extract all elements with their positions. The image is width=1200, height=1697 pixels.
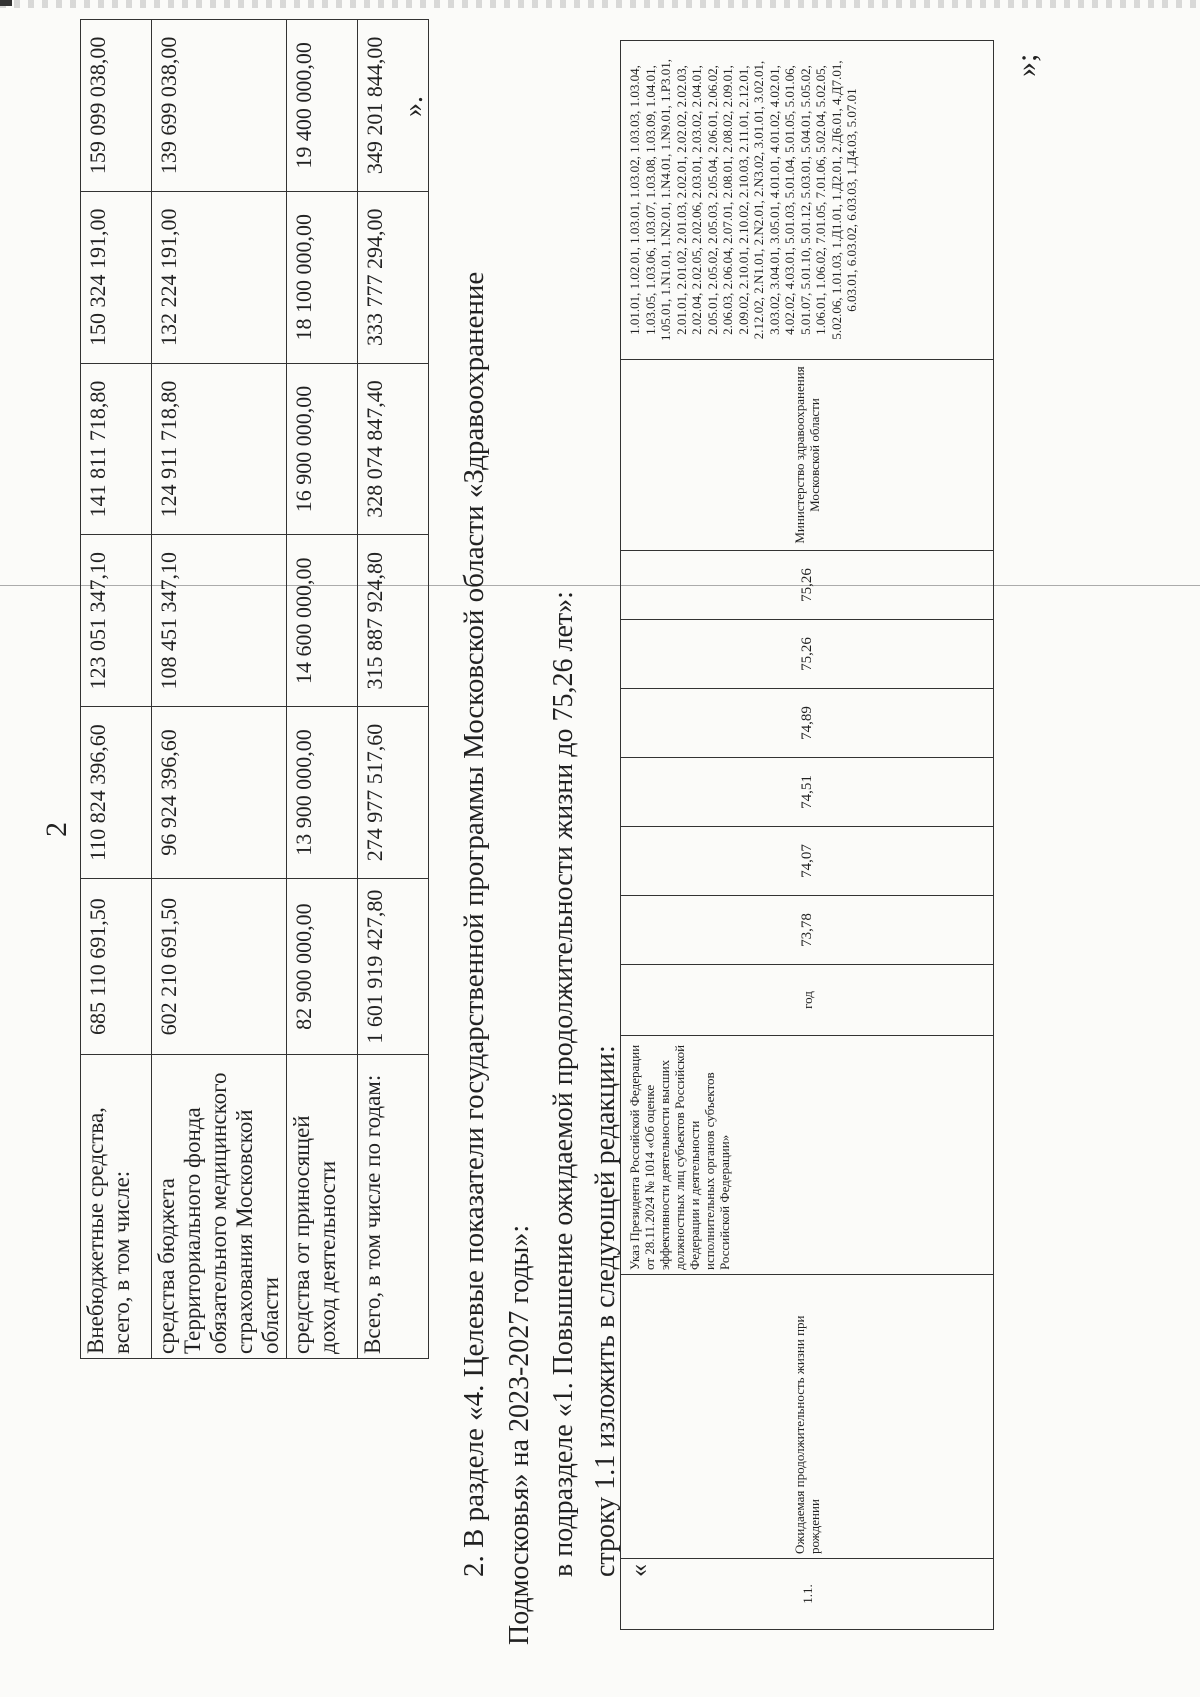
cell-value: 123 051 347,10: [81, 535, 152, 707]
indicator-value: 75,26: [621, 620, 994, 689]
open-quote: «: [624, 1564, 653, 1577]
table-row: [621, 41, 994, 1630]
finance-table: [80, 19, 429, 1359]
page-number: 2: [40, 822, 73, 837]
indicator-value: 74,07: [621, 827, 994, 896]
indicator-codes: 1.01.01, 1.02.01, 1.03.01, 1.03.02, 1.03.03, 1.03.04, 1.03.05, 1.03.06, 1.03.07, 1.03.08, 1.03.09, 1.04.01, 1.05.01, 1.N1.01, 1.N2.01, 1.N4.01, 1.N9.01, 1.P3.01, 2.01.01, 2.01.02, 2.01.03, 2.02.01, 2.02.02, 2.02.03, 2.02.04, 2.02.05, 2.02.06, 2.03.01, 2.03.02, 2.04.01, 2.05.01, 2.05.02, 2.05.03, 2.05.04, 2.06.01, 2.06.02, 2.06.03, 2.06.04, 2.07.01, 2.08.01, 2.08.02, 2.09.01, 2.09.02, 2.10.01, 2.10.02, 2.10.03, 2.11.01, 2.12.01, 2.12.02, 2.N1.01, 2.N2.01, 2.N3.02, 3.01.01, 3.02.01, 3.03.02, 3.04.01, 3.05.01, 4.01.01, 4.01.02, 4.02.01, 4.02.02, 4.03.01, 5.01.03, 5.01.04, 5.01.05, 5.01.06, 5.01.07, 5.01.10, 5.01.12, 5.03.01, 5.04.01, 5.05.02, 1.06.01, 1.06.02, 7.01.05, 7.01.06, 5.02.04, 5.02.05, 5.02.06, 1.01.03, 1.Д1.01, 1.Д2.01, 2.Д6.01, 4.Д7.01, 6.03.01, 6.03.02, 6.03.03, 1.Д4.03, 5.07.01: [621, 41, 994, 360]
cell-value: 349 201 844,00: [358, 20, 429, 192]
table-row: [358, 20, 429, 1359]
cell-value: 1 601 919 427,80: [358, 878, 429, 1054]
cell-value: 96 924 396,60: [152, 707, 287, 879]
indicator-value: 74,89: [621, 689, 994, 758]
indicator-source: Указ Президента Российской Федерации от 28.11.2024 № 1014 «Об оценке эффективности деятельности высших должностных лиц субъектов Российской Федерации и деятельности исполнительных органов субъектов Российской Федерации»: [621, 1036, 994, 1275]
cell-value: 685 110 691,50: [81, 878, 152, 1054]
paragraph-line-4: строку 1.1 изложить в следующей редакции:: [590, 1045, 621, 1577]
paragraph-line-3: в подразделе «1. Повышение ожидаемой продолжительности жизни до 75,26 лет»:: [548, 591, 579, 1577]
cell-value: 13 900 000,00: [287, 707, 358, 879]
cell-value: 159 099 038,00: [81, 20, 152, 192]
indicator-name: Ожидаемая продолжительность жизни при рождении: [621, 1275, 994, 1559]
paragraph-line-2: Подмосковья» на 2023-2027 годы»:: [504, 1224, 535, 1645]
table-row: [287, 20, 358, 1359]
cell-value: 150 324 191,00: [81, 191, 152, 363]
cell-value: 110 824 396,60: [81, 707, 152, 879]
cell-value: 315 887 924,80: [358, 535, 429, 707]
row-label: средства бюджета Территориального фонда обязательного медицинского страхования Московской области: [152, 1055, 287, 1359]
cell-value: 18 100 000,00: [287, 191, 358, 363]
row-label: Внебюджетные средства, всего, в том числе:: [81, 1055, 152, 1359]
indicator-number: 1.1.: [621, 1559, 994, 1630]
cell-value: 124 911 718,80: [152, 363, 287, 535]
table-row: [81, 20, 152, 1359]
indicator-value: 73,78: [621, 896, 994, 965]
indicator-responsible: Министерство здравоохранения Московской области: [621, 360, 994, 551]
indicator-table: [620, 40, 994, 1630]
cell-value: 141 811 718,80: [81, 363, 152, 535]
cell-value: 132 224 191,00: [152, 191, 287, 363]
row-label: средства от приносящей доход деятельности: [287, 1055, 358, 1359]
cell-value: 274 977 517,60: [358, 707, 429, 879]
cell-value: 602 210 691,50: [152, 878, 287, 1054]
cell-value: 19 400 000,00: [287, 20, 358, 192]
cell-value: 108 451 347,10: [152, 535, 287, 707]
indicator-unit: год: [621, 965, 994, 1036]
end-quote: »;: [1010, 53, 1043, 77]
cell-value: 333 777 294,00: [358, 191, 429, 363]
table-row: [152, 20, 287, 1359]
cell-value: 14 600 000,00: [287, 535, 358, 707]
cell-value: 139 699 038,00: [152, 20, 287, 192]
cell-value: 16 900 000,00: [287, 363, 358, 535]
row-label: Всего, в том числе по годам:: [358, 1055, 429, 1359]
cell-value: 328 074 847,40: [358, 363, 429, 535]
table-close-quote: ».: [398, 96, 429, 117]
cell-value: 82 900 000,00: [287, 878, 358, 1054]
paragraph-line-1: 2. В разделе «4. Целевые показатели государственной программы Московской области «Здравоохранение: [458, 271, 490, 1577]
indicator-value: 75,26: [621, 551, 994, 620]
indicator-value: 74,51: [621, 758, 994, 827]
